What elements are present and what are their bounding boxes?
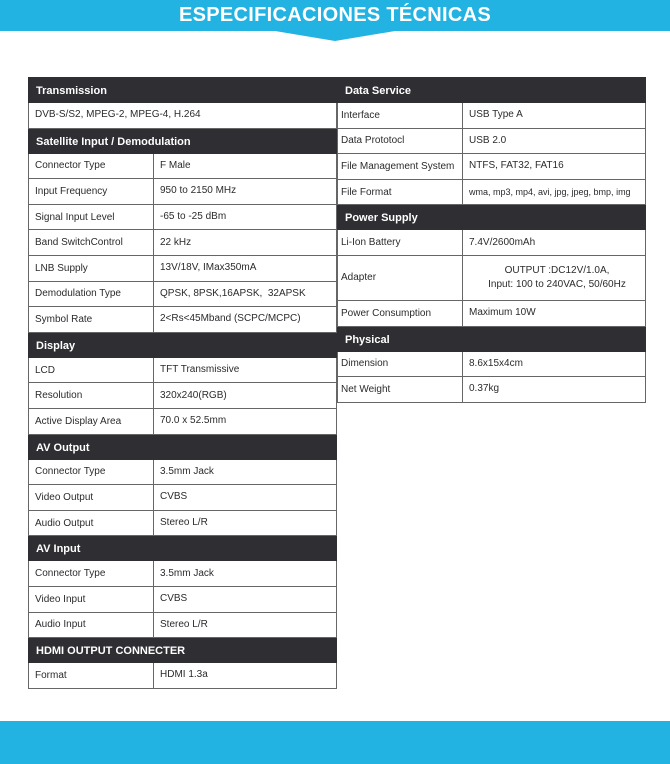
spec-label: Resolution <box>29 383 154 408</box>
spec-row <box>28 383 337 409</box>
spec-row <box>28 205 337 231</box>
spec-row <box>28 409 337 435</box>
spec-value: CVBS <box>160 491 188 503</box>
spec-value: USB 2.0 <box>469 134 507 146</box>
spec-row <box>337 129 646 155</box>
spec-value: 950 to 2150 MHz <box>160 185 237 197</box>
spec-row <box>337 256 646 301</box>
spec-row <box>337 377 646 403</box>
section-heading-data-service: Data Service <box>337 77 646 103</box>
spec-row <box>28 230 337 256</box>
spec-column-right <box>337 77 646 403</box>
section-heading-display: Display <box>28 333 337 358</box>
spec-value: USB Type A <box>469 109 523 121</box>
spec-value: Stereo L/R <box>160 517 208 529</box>
spec-row <box>28 460 337 486</box>
section-heading-satellite: Satellite Input / Demodulation <box>28 129 337 154</box>
spec-label: Net Weight <box>338 377 463 402</box>
spec-row <box>28 511 337 537</box>
spec-row <box>337 301 646 327</box>
footer-bar <box>0 721 670 764</box>
spec-label: Active Display Area <box>29 409 154 434</box>
spec-label: Adapter <box>338 256 463 300</box>
spec-row <box>28 587 337 613</box>
spec-label: File Management System <box>338 154 463 179</box>
spec-label: Audio Input <box>29 613 154 638</box>
spec-value: QPSK, 8PSK,16APSK, 32APSK <box>160 287 306 299</box>
spec-row <box>28 179 337 205</box>
spec-column-left <box>28 77 337 689</box>
spec-value: 320x240(RGB) <box>160 389 227 401</box>
spec-label: Interface <box>338 103 463 128</box>
spec-value: 13V/18V, IMax350mA <box>160 262 257 274</box>
spec-label: LNB Supply <box>29 256 154 281</box>
spec-value: 0.37kg <box>469 383 500 395</box>
spec-value: 7.4V/2600mAh <box>469 236 536 248</box>
page-title: ESPECIFICACIONES TÉCNICAS <box>179 4 491 26</box>
spec-label: Input Frequency <box>29 179 154 204</box>
spec-label: Connector Type <box>29 460 154 485</box>
spec-label: Video Input <box>29 587 154 612</box>
spec-label: Symbol Rate <box>29 307 154 332</box>
spec-value: DVB-S/S2, MPEG-2, MPEG-4, H.264 <box>35 109 201 121</box>
section-heading-power-supply: Power Supply <box>337 205 646 230</box>
spec-row <box>28 256 337 282</box>
spec-value: -65 to -25 dBm <box>160 211 227 223</box>
spec-label: Li-Ion Battery <box>338 230 463 255</box>
spec-row <box>28 282 337 308</box>
section-heading-physical: Physical <box>337 327 646 352</box>
spec-row <box>28 103 337 129</box>
spec-value: HDMI 1.3a <box>160 669 208 681</box>
spec-row <box>28 307 337 333</box>
spec-row <box>28 561 337 587</box>
spec-label: Format <box>29 663 154 688</box>
section-heading-hdmi: HDMI OUTPUT CONNECTER <box>28 638 337 663</box>
spec-label: Connector Type <box>29 154 154 179</box>
spec-label: Dimension <box>338 352 463 377</box>
spec-label: Demodulation Type <box>29 282 154 307</box>
spec-value: NTFS, FAT32, FAT16 <box>469 160 564 172</box>
spec-value: OUTPUT :DC12V/1.0A, <box>504 264 610 276</box>
spec-label: Video Output <box>29 485 154 510</box>
spec-label: File Format <box>338 180 463 205</box>
spec-label: Power Consumption <box>338 301 463 326</box>
spec-label: Data Prototocl <box>338 129 463 154</box>
spec-value: 2<Rs<45Mband (SCPC/MCPC) <box>160 313 301 325</box>
section-heading-transmission: Transmission <box>28 77 337 103</box>
spec-value: wma, mp3, mp4, avi, jpg, jpeg, bmp, img <box>469 187 631 198</box>
spec-label: LCD <box>29 358 154 383</box>
title-banner-notch <box>275 31 395 41</box>
spec-row <box>28 485 337 511</box>
spec-value: Maximum 10W <box>469 307 536 319</box>
spec-label: Signal Input Level <box>29 205 154 230</box>
spec-row <box>337 103 646 129</box>
spec-row <box>28 154 337 180</box>
spec-row <box>28 358 337 384</box>
spec-label: Audio Output <box>29 511 154 536</box>
spec-value: 8.6x15x4cm <box>469 357 523 369</box>
spec-value-group <box>463 256 645 300</box>
section-heading-av-input: AV Input <box>28 536 337 561</box>
spec-row <box>337 352 646 378</box>
spec-row <box>337 154 646 180</box>
spec-value: 70.0 x 52.5mm <box>160 415 227 427</box>
spec-row <box>28 613 337 639</box>
spec-row <box>337 180 646 206</box>
spec-value: TFT Transmissive <box>160 364 240 376</box>
spec-value: F Male <box>160 159 191 171</box>
spec-value: Input: 100 to 240VAC, 50/60Hz <box>488 278 626 290</box>
spec-label: Connector Type <box>29 561 154 586</box>
spec-value: CVBS <box>160 593 188 605</box>
spec-value: Stereo L/R <box>160 618 208 630</box>
spec-row <box>28 663 337 689</box>
spec-value: 22 kHz <box>160 236 192 248</box>
section-heading-av-output: AV Output <box>28 435 337 460</box>
spec-value: 3.5mm Jack <box>160 465 214 477</box>
spec-value: 3.5mm Jack <box>160 567 214 579</box>
spec-label: Band SwitchControl <box>29 230 154 255</box>
spec-row <box>337 230 646 256</box>
